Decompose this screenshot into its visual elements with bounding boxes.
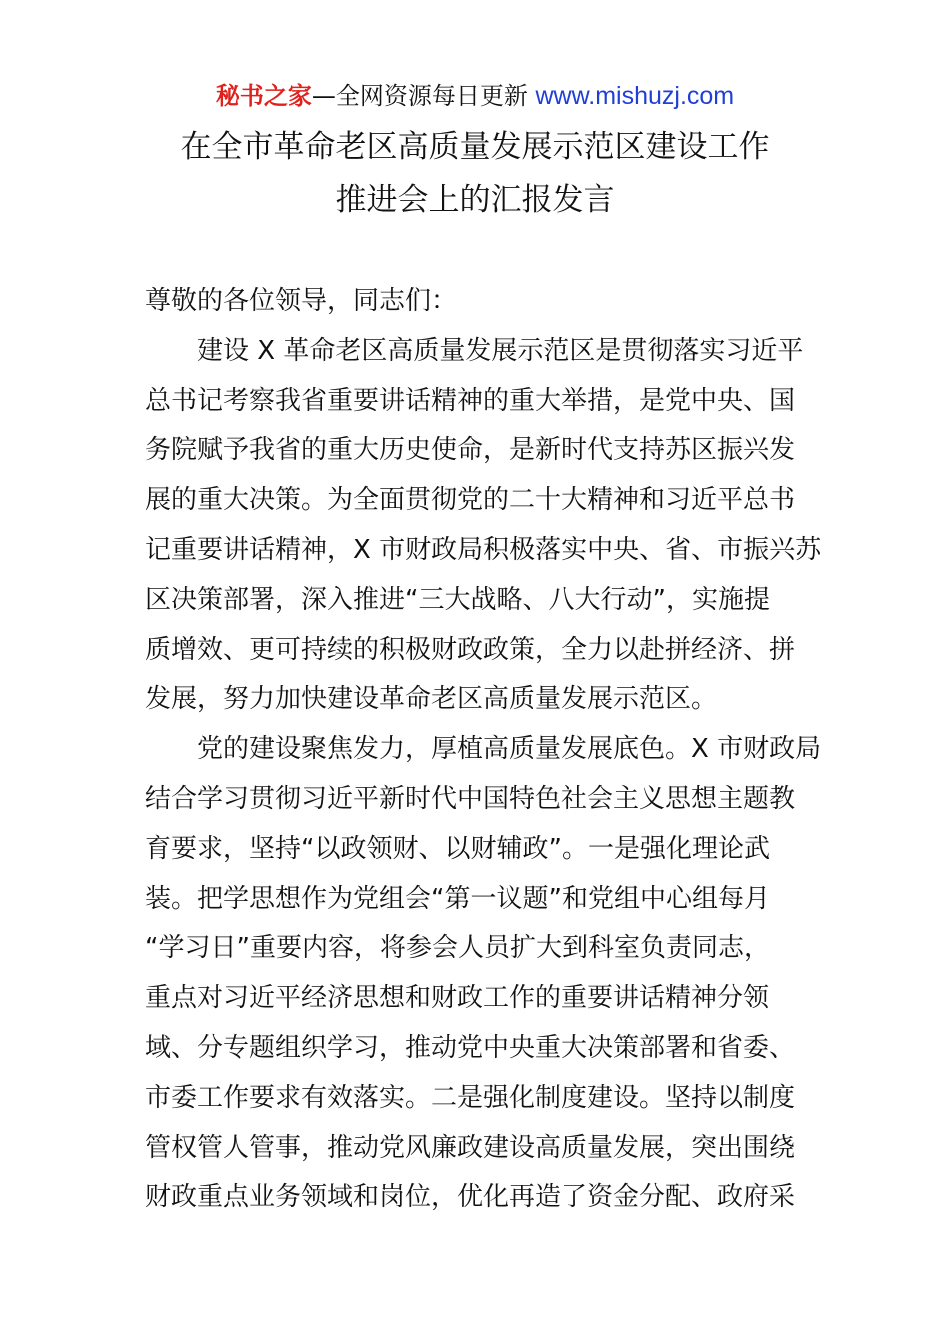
site-header [0,80,950,112]
paragraph-line: 结合学习贯彻习近平新时代中国特色社会主义思想主题教 [145,783,796,814]
paragraph-line: 总书记考察我省重要讲话精神的重大举措，是党中央、国 [145,385,796,416]
paragraph-line: “学习日”重要内容，将参会人员扩大到科室负责同志， [145,933,770,964]
paragraph-line: 市委工作要求有效落实。二是强化制度建设。坚持以制度 [145,1082,796,1113]
document-body [145,277,822,1223]
paragraph-line: 管权管人管事，推动党风廉政建设高质量发展，突出围绕 [145,1132,796,1163]
salutation: 尊敬的各位领导，同志们： [145,286,458,316]
document-title-line-1: 在全市革命老区高质量发展示范区建设工作 [180,129,770,165]
paragraph-line: 建设 X 革命老区高质量发展示范区是贯彻落实习近平 [197,335,804,366]
paragraph-line: 重点对习近平经济思想和财政工作的重要讲话精神分领 [145,983,770,1014]
paragraph-line: 质增效、更可持续的积极财政政策，全力以赴拼经济、拼 [145,634,796,665]
paragraph-line: 财政重点业务领域和岗位，优化再造了资金分配、政府采 [145,1182,796,1213]
paragraph-line: 发展，努力加快建设革命老区高质量发展示范区。 [145,684,718,715]
paragraph-line: 育要求，坚持“以政领财、以财辅政”。一是强化理论武 [145,833,770,864]
site-name: 秘书之家 [215,82,312,110]
paragraph-line: 展的重大决策。为全面贯彻党的二十大精神和习近平总书 [145,485,796,516]
site-url-link[interactable]: www.mishuzj.com [535,82,735,110]
site-tagline: —全网资源每日更新 [311,82,536,110]
paragraph-line: 记重要讲话精神，X 市财政局积极落实中央、省、市振兴苏 [145,534,822,565]
paragraph-line: 区决策部署，深入推进“三大战略、八大行动”，实施提 [145,584,770,615]
paragraph-line: 党的建设聚焦发力，厚植高质量发展底色。X 市财政局 [197,734,822,765]
paragraph-line: 务院赋予我省的重大历史使命，是新时代支持苏区振兴发 [145,435,796,466]
paragraph-line: 域、分专题组织学习，推动党中央重大决策部署和省委、 [145,1032,796,1063]
document-title-line-2: 推进会上的汇报发言 [335,182,615,218]
paragraph-line: 装。把学思想作为党组会“第一议题”和党组中心组每月 [145,883,770,914]
